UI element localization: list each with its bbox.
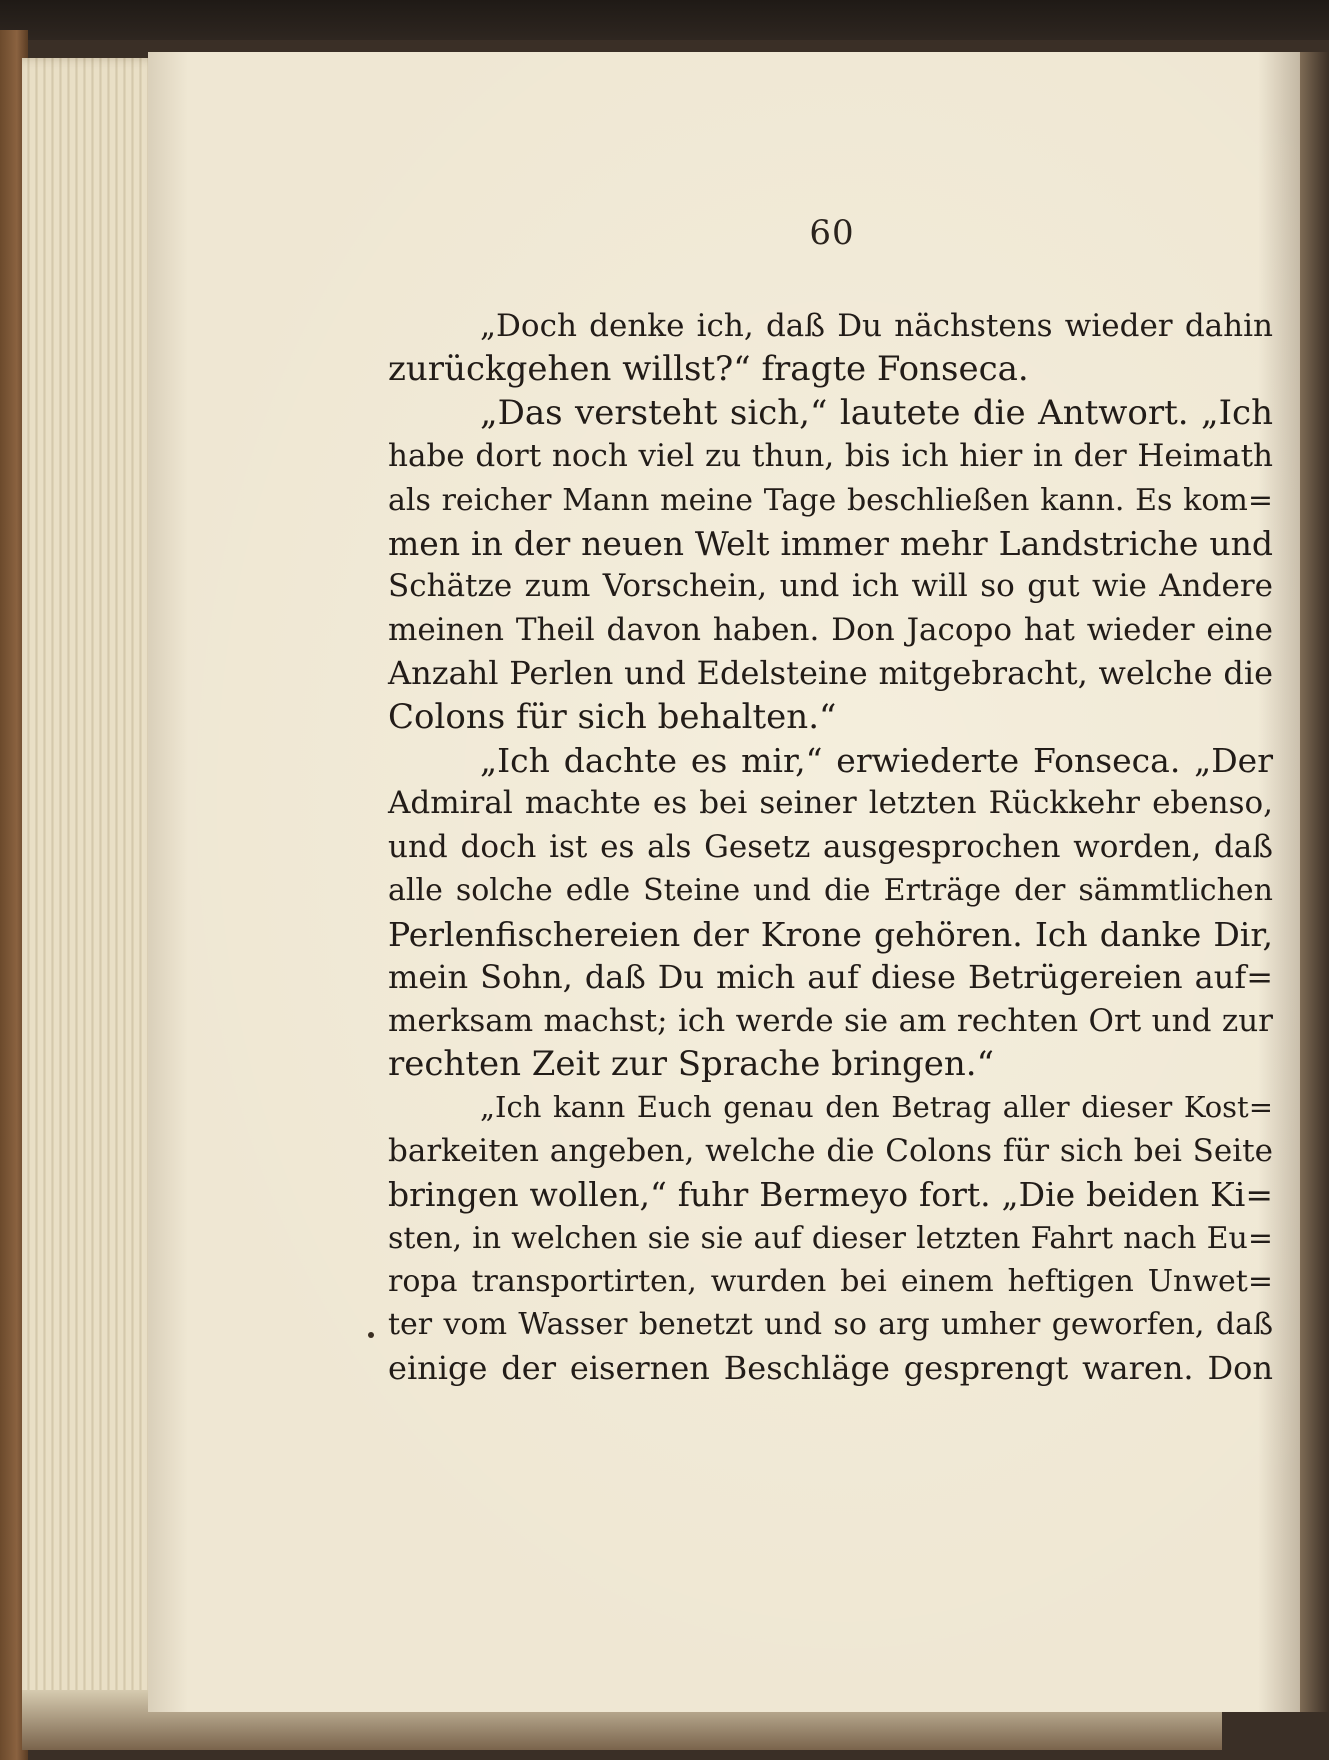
text-line: alle solche edle Steine und die Erträge der sämmtlichen [388,873,1273,909]
text-line: zurückgehen willst?“ fragte Fonseca. [388,349,1029,390]
text-line: Anzahl Perlen und Edelsteine mitgebracht, welche die [388,654,1273,693]
text-line: sten, in welchen sie sie auf dieser letzten Fahrt nach Eu= [388,1220,1273,1256]
text-line: Colons für sich behalten.“ [388,696,837,737]
book-gutter-shadow [1300,52,1329,1712]
ink-speck [368,1332,374,1338]
text-line: Admiral machte es bei seiner letzten Rückkehr ebenso, [388,785,1273,822]
book-cover-top-edge [0,0,1329,40]
page-edges [22,58,162,1748]
page-number-text: 60 [809,213,855,253]
text-line: als reicher Mann meine Tage beschließen kann. Es kom= [388,482,1273,518]
text-line: merksam machst; ich werde sie am rechten Ort und zur [388,1002,1273,1039]
text-line: men in der neuen Welt immer mehr Landstriche und [388,524,1273,564]
text-line: und doch ist es als Gesetz ausgesprochen worden, daß [388,828,1273,865]
text-line: „Ich dachte es mir,“ erwiederte Fonseca. „Der [480,741,1273,781]
text-line: „Ich kann Euch genau den Betrag aller dieser Kost= [480,1090,1273,1125]
text-line: Perlenfischereien der Krone gehören. Ich danke Dir, [388,914,1273,954]
text-line: ropa transportirten, wurden bei einem heftigen Unwet= [388,1263,1273,1299]
text-line: meinen Theil davon haben. Don Jacopo hat wieder eine [388,611,1273,648]
text-line: mein Sohn, daß Du mich auf diese Betrügereien auf= [388,958,1273,997]
text-line: einige der eisernen Beschläge gesprengt waren. Don [388,1348,1273,1387]
text-line: rechten Zeit zur Sprache bringen.“ [388,1043,994,1084]
text-line: bringen wollen,“ fuhr Bermeyo fort. „Die beiden Ki= [388,1175,1273,1215]
text-line: ter vom Wasser benetzt und so arg umher geworfen, daß [388,1307,1273,1343]
text-line: „Doch denke ich, daß Du nächstens wieder dahin [480,308,1273,344]
text-line: barkeiten angeben, welche die Colons für sich bei Seite [388,1132,1273,1169]
page-number [0,213,1329,253]
text-line: habe dort noch viel zu thun, bis ich hier in der Heimath [388,438,1273,475]
body-text [388,305,1273,1390]
text-line: Schätze zum Vorschein, und ich will so gut wie Andere [388,568,1273,605]
text-line: „Das versteht sich,“ lautete die Antwort. „Ich [480,392,1273,433]
